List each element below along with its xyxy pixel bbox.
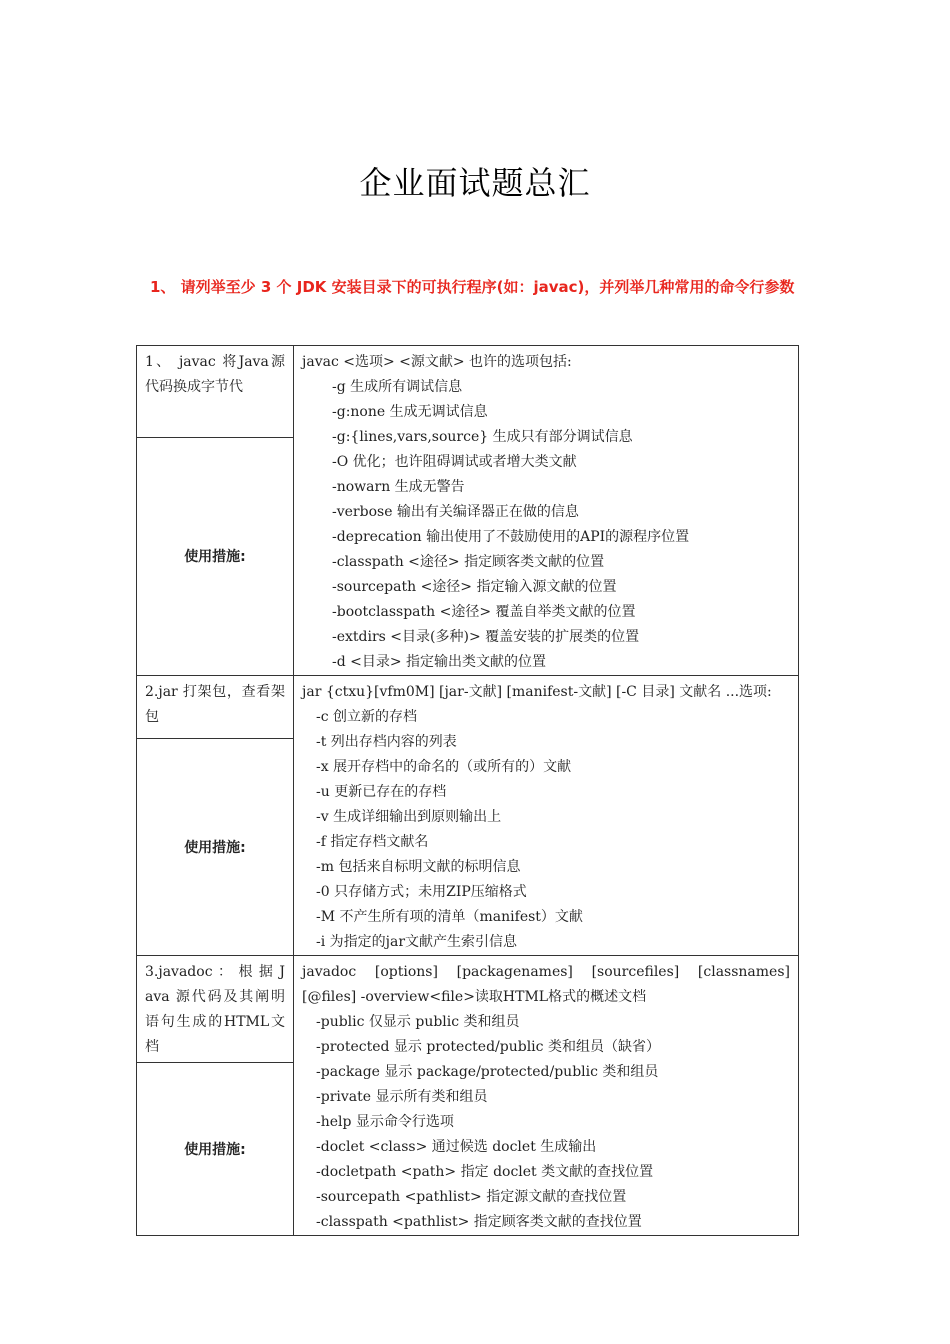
page-title: 企业面试题总汇 xyxy=(359,164,591,202)
usage-label: 使用措施: xyxy=(184,1141,246,1158)
option-line: -M 不产生所有项的清单（manifest）文献 xyxy=(316,909,583,925)
option-line: -extdirs <目录(多种)> 覆盖安装的扩展类的位置 xyxy=(332,629,640,645)
command-options-cell xyxy=(294,346,799,676)
usage-label: 使用措施: xyxy=(184,839,246,856)
options-header: javadoc [options] [packagenames] [sourcefiles] [classnames] [@files] -overview<file>读取HTML格式的概述文档 xyxy=(302,964,790,1005)
option-line: -0 只存储方式；未用ZIP压缩格式 xyxy=(316,884,527,900)
usage-label-cell xyxy=(137,1062,294,1235)
command-options-cell xyxy=(294,676,799,956)
options-list xyxy=(294,346,798,675)
option-line: -help 显示命令行选项 xyxy=(316,1114,454,1130)
commands-table xyxy=(136,345,799,1236)
command-name: 1、 javac 将Java源代码换成字节代 xyxy=(145,354,285,395)
option-line: -u 更新已存在的存档 xyxy=(316,784,447,800)
options-list xyxy=(294,676,798,955)
option-line: -sourcepath <途径> 指定输入源文献的位置 xyxy=(332,579,617,595)
option-line: -d <目录> 指定输出类文献的位置 xyxy=(332,654,547,670)
option-line: -doclet <class> 通过候选 doclet 生成输出 xyxy=(316,1139,597,1155)
option-line: -classpath <pathlist> 指定顾客类文献的查找位置 xyxy=(316,1214,642,1230)
option-line: -f 指定存档文献名 xyxy=(316,834,429,850)
options-list xyxy=(294,956,798,1235)
option-line: -verbose 输出有关编译器正在做的信息 xyxy=(332,504,579,520)
table-row xyxy=(137,956,799,1063)
option-line: -package 显示 package/protected/public 类和组员 xyxy=(316,1064,659,1080)
table-row xyxy=(137,346,799,438)
usage-label-cell xyxy=(137,437,294,675)
question-heading: 1、 请列举至少 3 个 JDK 安装目录下的可执行程序(如：javac)，并列举几种常用的命令行参数 xyxy=(150,278,795,296)
options-header: jar {ctxu}[vfm0M] [jar-文献] [manifest-文献] [-C 目录] 文献名 ...选项: xyxy=(302,684,772,700)
option-line: -protected 显示 protected/public 类和组员（缺省） xyxy=(316,1039,660,1055)
option-line: -bootclasspath <途径> 覆盖自举类文献的位置 xyxy=(332,604,636,620)
usage-label-cell xyxy=(137,738,294,955)
option-line: -i 为指定的jar文献产生索引信息 xyxy=(316,934,518,950)
option-line: -t 列出存档内容的列表 xyxy=(316,734,457,750)
options-header: javac <选项> <源文献> 也许的选项包括: xyxy=(302,354,572,370)
command-name-cell xyxy=(137,956,294,1063)
option-line: -v 生成详细输出到原则输出上 xyxy=(316,809,502,825)
option-line: -g 生成所有调试信息 xyxy=(332,379,463,395)
command-name: 2.jar 打架包，查看架包 xyxy=(145,684,285,725)
option-line: -docletpath <path> 指定 doclet 类文献的查找位置 xyxy=(316,1164,654,1180)
option-line: -private 显示所有类和组员 xyxy=(316,1089,488,1105)
option-line: -x 展开存档中的命名的（或所有的）文献 xyxy=(316,759,572,775)
option-line: -O 优化；也许阻碍调试或者增大类文献 xyxy=(332,454,577,470)
option-line: -c 创立新的存档 xyxy=(316,709,418,725)
command-name-cell xyxy=(137,346,294,438)
option-line: -g:{lines,vars,source} 生成只有部分调试信息 xyxy=(332,429,633,445)
table-row xyxy=(137,676,799,739)
option-line: -deprecation 输出使用了不鼓励使用的API的源程序位置 xyxy=(332,529,690,545)
option-line: -nowarn 生成无警告 xyxy=(332,479,465,495)
command-name: 3.javadoc ： 根 据 Java 源代码及其阐明语句生成的HTML文档 xyxy=(145,964,285,1055)
option-line: -classpath <途径> 指定顾客类文献的位置 xyxy=(332,554,605,570)
option-line: -m 包括来自标明文献的标明信息 xyxy=(316,859,521,875)
command-name-cell xyxy=(137,676,294,739)
usage-label: 使用措施: xyxy=(184,549,246,566)
option-line: -public 仅显示 public 类和组员 xyxy=(316,1014,520,1030)
command-options-cell xyxy=(294,956,799,1236)
option-line: -sourcepath <pathlist> 指定源文献的查找位置 xyxy=(316,1189,627,1205)
option-line: -g:none 生成无调试信息 xyxy=(332,404,488,420)
